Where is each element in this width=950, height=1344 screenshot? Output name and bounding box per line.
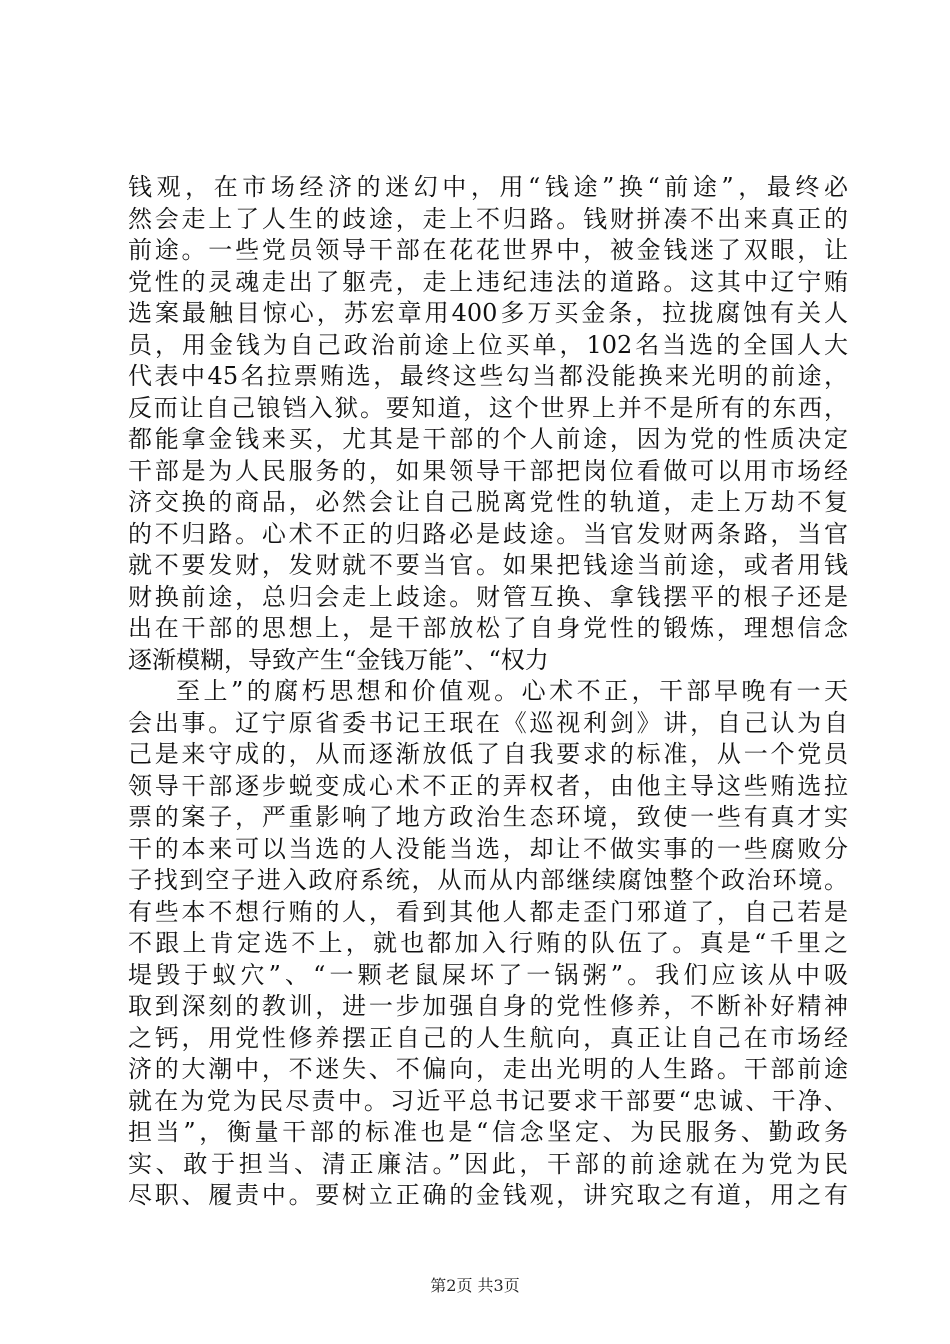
text-line: 就在为党为民尽责中。习近平总书记要求干部要“忠诚、干净、 bbox=[128, 1086, 848, 1115]
text-line: 取到深刻的教训，进一步加强自身的党性修养，不断补好精神 bbox=[128, 992, 848, 1020]
text-line: 出在干部的思想上，是干部放松了自身党性的锻炼，理想信念 bbox=[128, 614, 848, 642]
text-line: 的不归路。心术不正的归路必是歧途。当官发财两条路，当官 bbox=[128, 519, 848, 548]
text-line: 担当”，衡量干部的标准也是“信念坚定、为民服务、勤政务 bbox=[128, 1118, 848, 1146]
text-line: 就不要发财，发财就不要当官。如果把钱途当前途，或者用钱 bbox=[128, 551, 848, 579]
text-line: 干的本来可以当选的人没能当选，却让不做实事的一些腐败分 bbox=[128, 834, 848, 863]
text-line: 员，用金钱为自己政治前途上位买单，102名当选的全国人大 bbox=[128, 330, 848, 359]
text-line: 实、敢于担当、清正廉洁。”因此，干部的前途就在为党为民 bbox=[128, 1149, 848, 1178]
text-line: 逐渐模糊，导致产生“金钱万能”、“权力 bbox=[128, 645, 549, 674]
text-line: 财换前途，总归会走上歧途。财管互换、拿钱摆平的根子还是 bbox=[128, 582, 848, 611]
text-line: 有些本不想行贿的人，看到其他人都走歪门邪道了，自己若是 bbox=[128, 897, 848, 926]
text-line: 然会走上了人生的歧途，走上不归路。钱财拼凑不出来真正的 bbox=[128, 204, 848, 233]
paragraph-start-line: 至上”的腐朽思想和价值观。心术不正，干部早晚有一天 bbox=[176, 677, 848, 705]
text-line: 之钙，用党性修养摆正自己的人生航向，真正让自己在市场经 bbox=[128, 1023, 848, 1052]
text-line: 子找到空子进入政府系统，从而从内部继续腐蚀整个政治环境。 bbox=[128, 866, 848, 894]
text-line: 堤毁于蚁穴”、“一颗老鼠屎坏了一锅粥”。我们应该从中吸 bbox=[128, 960, 848, 989]
text-line: 不跟上肯定选不上，就也都加入行贿的队伍了。真是“千里之 bbox=[128, 929, 848, 957]
text-line: 都能拿金钱来买，尤其是干部的个人前途，因为党的性质决定 bbox=[128, 425, 848, 453]
text-line: 干部是为人民服务的，如果领导干部把岗位看做可以用市场经 bbox=[128, 456, 848, 485]
text-line: 代表中45名拉票贿选，最终这些勾当都没能换来光明的前途， bbox=[128, 362, 848, 390]
text-line: 钱观，在市场经济的迷幻中，用“钱途”换“前途”，最终必 bbox=[128, 173, 848, 201]
text-line: 票的案子，严重影响了地方政治生态环境，致使一些有真才实 bbox=[128, 803, 848, 831]
text-line: 济交换的商品，必然会让自己脱离党性的轨道，走上万劫不复 bbox=[128, 488, 848, 516]
text-line: 尽职、履责中。要树立正确的金钱观，讲究取之有道，用之有 bbox=[128, 1181, 848, 1209]
text-line: 反而让自己锒铛入狱。要知道，这个世界上并不是所有的东西， bbox=[128, 393, 848, 422]
text-line: 领导干部逐步蜕变成心术不正的弄权者，由他主导这些贿选拉 bbox=[128, 771, 848, 800]
body-text bbox=[128, 172, 848, 1212]
text-line: 济的大潮中，不迷失、不偏向，走出光明的人生路。干部前途 bbox=[128, 1055, 848, 1083]
text-line: 前途。一些党员领导干部在花花世界中，被金钱迷了双眼，让 bbox=[128, 236, 848, 264]
page-number-footer: 第2页 共3页 bbox=[430, 1276, 520, 1295]
text-line: 党性的灵魂走出了躯壳，走上违纪违法的道路。这其中辽宁贿 bbox=[128, 267, 848, 296]
text-line: 会出事。辽宁原省委书记王珉在《巡视利剑》讲，自己认为自 bbox=[128, 708, 848, 737]
text-line: 己是来守成的，从而逐渐放低了自我要求的标准，从一个党员 bbox=[128, 740, 848, 768]
text-line: 选案最触目惊心，苏宏章用400多万买金条，拉拢腐蚀有关人 bbox=[128, 299, 848, 327]
